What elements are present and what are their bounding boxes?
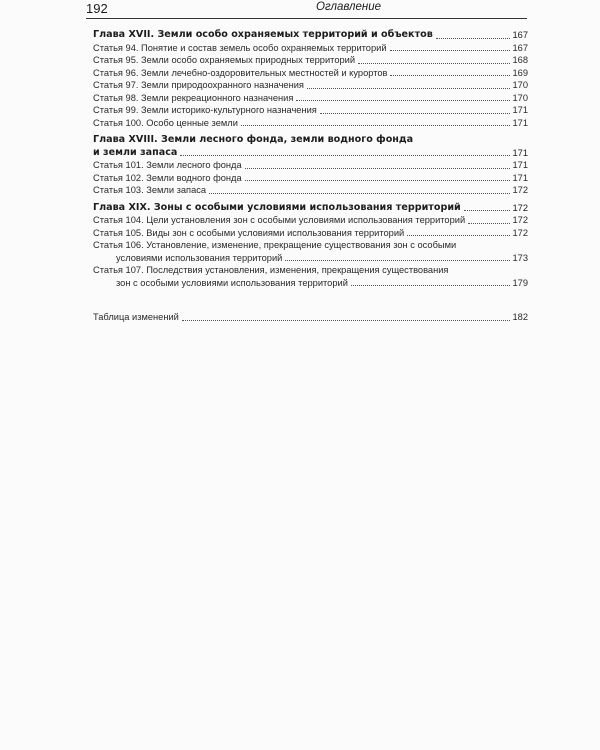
toc-article-97[interactable]: Статья 97. Земли природоохранного назначения 170 [93, 80, 528, 90]
toc-article-94[interactable]: Статья 94. Понятие и состав земель особо охраняемых территорий 167 [93, 42, 528, 53]
toc-article-98[interactable]: Статья 98. Земли рекреационного назначения 170 [93, 92, 528, 103]
table-of-contents [93, 29, 528, 324]
toc-chapter-19[interactable]: Глава XIX. Зоны с особыми условиями использования территорий 172 [93, 201, 528, 213]
toc-chapter-17[interactable]: Глава XVII. Земли особо охраняемых территорий и объектов 167 [93, 29, 528, 40]
toc-chapter-18-line1: Глава XVIII. Земли лесного фонда, земли водного фонда [93, 134, 414, 145]
toc-chapter-18[interactable]: и земли запаса 171 [93, 146, 528, 158]
running-title: Оглавление [316, 1, 381, 13]
page-header [86, 0, 527, 19]
toc-article-102[interactable]: Статья 102. Земли водного фонда 171 [93, 172, 528, 183]
toc-article-105[interactable]: Статья 105. Виды зон с особыми условиями использования территорий 172 [93, 227, 528, 238]
toc-article-104[interactable]: Статья 104. Цели установления зон с особыми условиями использования территорий 172 [93, 215, 528, 225]
toc-article-107-line1: Статья 107. Последствия установления, изменения, прекращения существования [93, 265, 449, 275]
toc-article-106-line1: Статья 106. Установление, изменение, прекращение существования зон с особыми [93, 240, 457, 250]
toc-article-101[interactable]: Статья 101. Земли лесного фонда 171 [93, 160, 528, 170]
toc-article-99[interactable]: Статья 99. Земли историко-культурного назначения 171 [93, 105, 528, 115]
page-number: 192 [86, 1, 108, 16]
toc-article-96[interactable]: Статья 96. Земли лечебно-оздоровительных местностей и курортов 169 [93, 67, 528, 78]
toc-article-106[interactable]: условиями использования территорий 173 [116, 252, 528, 263]
toc-changes-table[interactable]: Таблица изменений 182 [93, 312, 528, 322]
toc-article-107[interactable]: зон с особыми условиями использования территорий 179 [116, 277, 528, 288]
toc-article-100[interactable]: Статья 100. Особо ценные земли 171 [93, 117, 528, 128]
toc-article-95[interactable]: Статья 95. Земли особо охраняемых природных территорий 168 [93, 55, 528, 65]
toc-article-103[interactable]: Статья 103. Земли запаса 172 [93, 185, 528, 195]
